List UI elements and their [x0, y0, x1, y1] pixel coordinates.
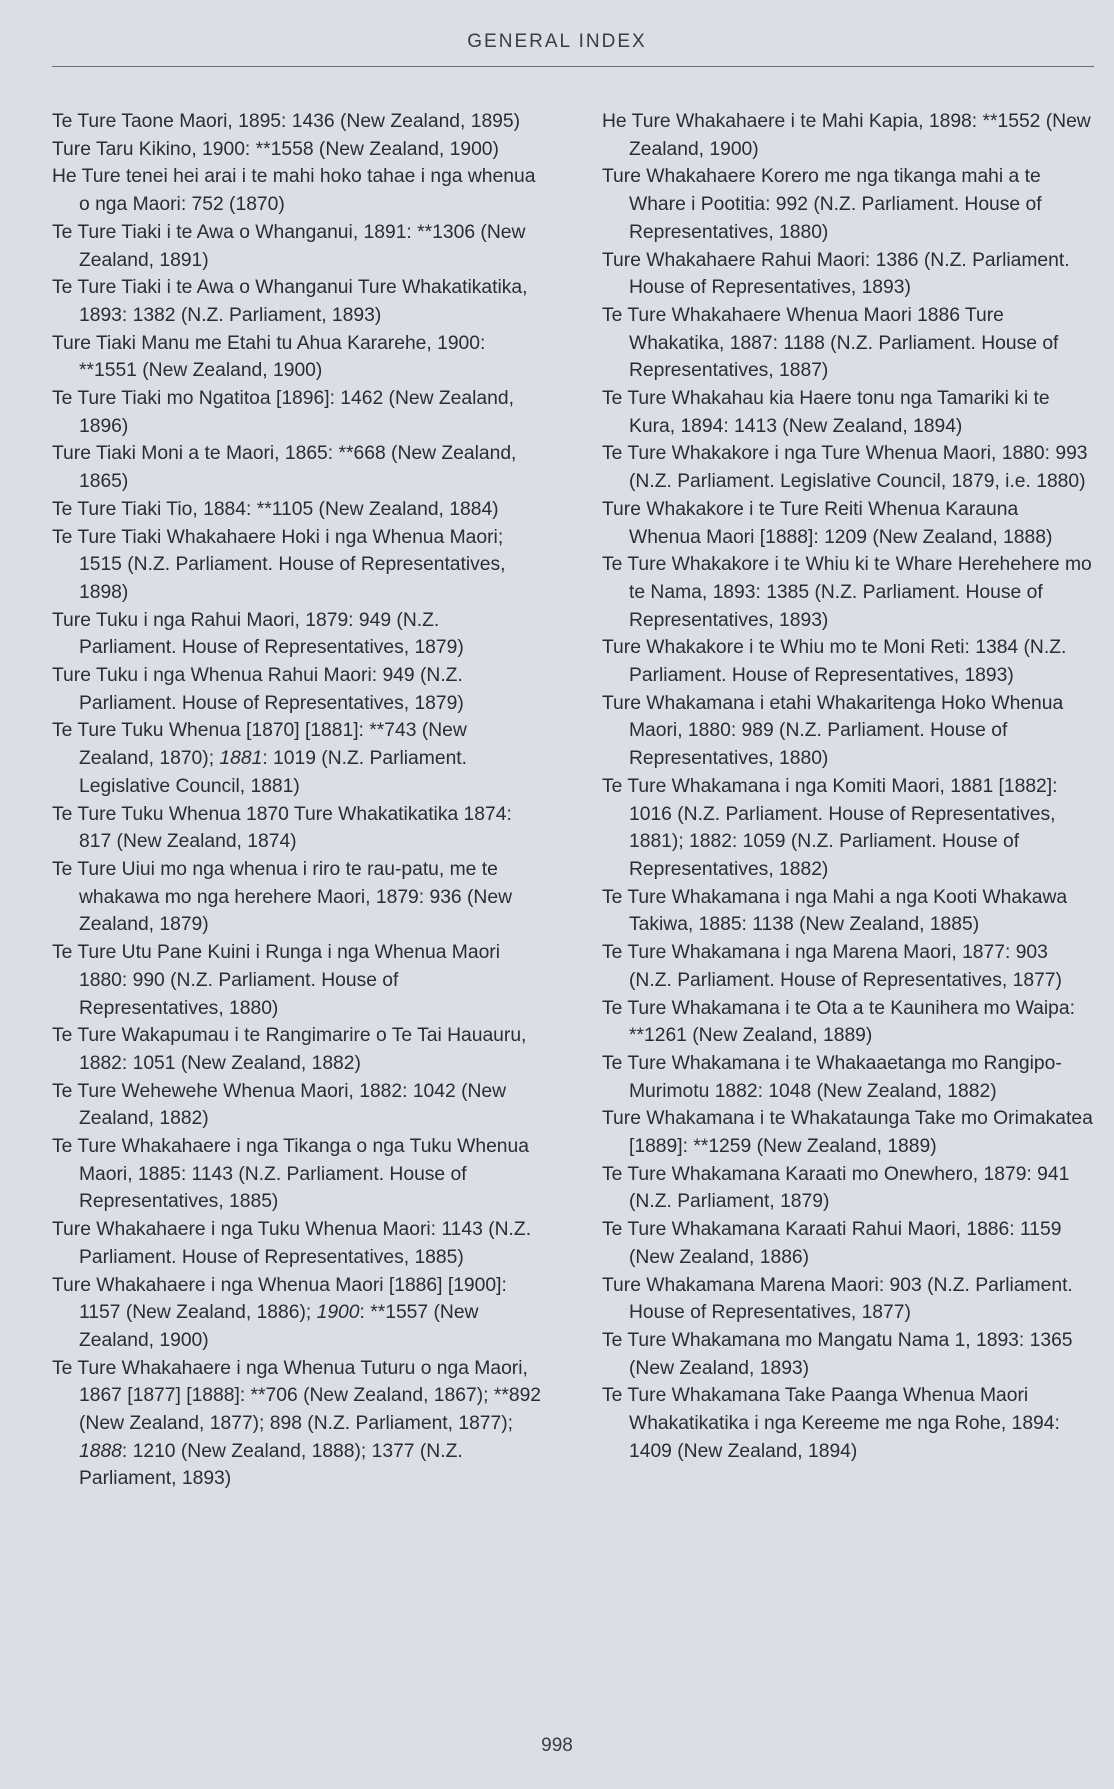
entry-text: : **1557 (New Zealand, 1900)	[79, 1302, 479, 1351]
index-entry: Ture Whakamana i te Whakataunga Take mo Orimakatea [1889]: **1259 (New Zealand, 1889)	[602, 1108, 1093, 1158]
entry-text: Ture Whakahaere i nga Whenua Maori [1886] [1900]: 1157 (New Zealand, 1886);	[52, 1274, 507, 1324]
page-number: 998	[541, 1735, 573, 1756]
entry-italic-year: 1888	[79, 1440, 122, 1462]
index-entry: Te Ture Whakamana i te Whakaaetanga mo Rangipo-Murimotu 1882: 1048 (New Zealand, 1882)	[602, 1052, 1062, 1102]
index-entry: Ture Tiaki Moni a te Maori, 1865: **668 (New Zealand, 1865)	[52, 443, 517, 493]
index-entry: Te Ture Whakamana i nga Mahi a nga Kooti Whakawa Takiwa, 1885: 1138 (New Zealand, 1885)	[602, 886, 1068, 936]
index-entry: Te Ture Whakamana i nga Komiti Maori, 1881 [1882]: 1016 (N.Z. Parliament. House of Representatives, 1881); 1882: 1059 (N.Z. Parliament. House of Representatives, 1882)	[602, 775, 1058, 880]
index-entry	[52, 1355, 542, 1494]
index-entry: Te Ture Whakamana Karaati mo Onewhero, 1879: 941 (N.Z. Parliament, 1879)	[602, 1163, 1070, 1213]
index-column-right	[602, 108, 1094, 1465]
index-entry: Ture Whakahaere Korero me nga tikanga mahi a te Whare i Pootitia: 992 (N.Z. Parliament. House of Representatives, 1880)	[602, 166, 1042, 243]
index-entry: Te Ture Tuku Whenua 1870 Ture Whakatikatika 1874: 817 (New Zealand, 1874)	[52, 803, 512, 853]
index-entry: Te Ture Taone Maori, 1895: 1436 (New Zealand, 1895)	[52, 111, 521, 132]
index-entry: Te Ture Whakamana mo Mangatu Nama 1, 1893: 1365 (New Zealand, 1893)	[602, 1329, 1073, 1379]
index-entry: Te Ture Whakakore i nga Ture Whenua Maori, 1880: 993 (N.Z. Parliament. Legislative Council, 1879, i.e. 1880)	[602, 443, 1088, 493]
index-entry: Ture Whakamana i etahi Whakaritenga Hoko Whenua Maori, 1880: 989 (N.Z. Parliament. House of Representatives, 1880)	[602, 692, 1064, 770]
index-entry: Ture Whakahaere Rahui Maori: 1386 (N.Z. Parliament. House of Representatives, 1893)	[602, 249, 1070, 299]
running-header: GENERAL INDEX	[467, 31, 647, 52]
index-entry: Te Ture Uiui mo nga whenua i riro te rau-patu, me te whakawa mo nga herehere Maori, 1879: 936 (New Zealand, 1879)	[52, 858, 512, 936]
index-entry: Te Ture Wehewehe Whenua Maori, 1882: 1042 (New Zealand, 1882)	[52, 1080, 507, 1130]
index-entry: Ture Tiaki Manu me Etahi tu Ahua Kararehe, 1900: **1551 (New Zealand, 1900)	[52, 332, 486, 382]
index-entry: Ture Whakamana Marena Maori: 903 (N.Z. Parliament. House of Representatives, 1877)	[602, 1274, 1073, 1324]
entry-text: Te Ture Tuku Whenua [1870] [1881]: **743 (New Zealand, 1870);	[52, 720, 467, 770]
index-entry: Ture Whakakore i te Ture Reiti Whenua Karauna Whenua Maori [1888]: 1209 (New Zealand, 1888)	[602, 498, 1053, 548]
index-entry: Te Ture Tiaki mo Ngatitoa [1896]: 1462 (New Zealand, 1896)	[52, 388, 514, 437]
entry-text: : 1210 (New Zealand, 1888); 1377 (N.Z. Parliament, 1893)	[79, 1440, 463, 1490]
index-entry: Te Ture Whakahaere Whenua Maori 1886 Ture Whakatika, 1887: 1188 (N.Z. Parliament. House of Representatives, 1887)	[602, 304, 1059, 382]
index-entry: Te Ture Tiaki i te Awa o Whanganui, 1891: **1306 (New Zealand, 1891)	[52, 221, 526, 271]
index-entry: Ture Whakakore i te Whiu mo te Moni Reti: 1384 (N.Z. Parliament. House of Representatives, 1893)	[602, 637, 1067, 687]
index-entry: Ture Tuku i nga Rahui Maori, 1879: 949 (N.Z. Parliament. House of Representatives, 1879)	[52, 609, 464, 659]
index-entry: Te Ture Whakamana Karaati Rahui Maori, 1886: 1159 (New Zealand, 1886)	[602, 1219, 1062, 1268]
entry-italic-year: 1900	[316, 1302, 360, 1324]
index-entry: Te Ture Wakapumau i te Rangimarire o Te Tai Hauauru, 1882: 1051 (New Zealand, 1882)	[52, 1025, 527, 1074]
index-entry: Te Ture Whakamana i te Ota a te Kaunihera mo Waipa: **1261 (New Zealand, 1889)	[602, 997, 1075, 1047]
entry-text: : 1019 (N.Z. Parliament. Legislative Council, 1881)	[79, 748, 468, 797]
entry-text: Te Ture Whakahaere i nga Whenua Tuturu o nga Maori, 1867 [1877] [1888]: **706 (New Zealand, 1867); **892 (New Zealand, 1877); 898 (N.Z. Parliament, 1877);	[52, 1357, 542, 1435]
index-entry: He Ture tenei hei arai i te mahi hoko tahae i nga whenua o nga Maori: 752 (1870)	[52, 166, 536, 216]
index-entry: Te Ture Whakakore i te Whiu ki te Whare Herehehere mo te Nama, 1893: 1385 (N.Z. Parliament. House of Representatives, 1893)	[602, 554, 1092, 631]
index-entry: Te Ture Whakamana Take Paanga Whenua Maori Whakatikatika i nga Kereeme me nga Rohe, 1894: 1409 (New Zealand, 1894)	[602, 1385, 1060, 1462]
index-entry: Te Ture Tiaki Whakahaere Hoki i nga Whenua Maori; 1515 (N.Z. Parliament. House of Representatives, 1898)	[52, 526, 506, 603]
index-entry	[52, 717, 542, 800]
index-entry: Te Ture Tiaki i te Awa o Whanganui Ture Whakatikatika, 1893: 1382 (N.Z. Parliament, 1893)	[52, 277, 528, 326]
index-entry: Te Ture Whakamana i nga Marena Maori, 1877: 903 (N.Z. Parliament. House of Representatives, 1877)	[602, 942, 1062, 991]
entry-italic-year: 1881	[219, 748, 263, 770]
index-entry: Te Ture Utu Pane Kuini i Runga i nga Whenua Maori 1880: 990 (N.Z. Parliament. House of Representatives, 1880)	[52, 942, 501, 1019]
header-rule	[52, 66, 1094, 67]
index-entry: Ture Taru Kikino, 1900: **1558 (New Zealand, 1900)	[52, 138, 499, 160]
index-entry: Ture Whakahaere i nga Tuku Whenua Maori: 1143 (N.Z. Parliament. House of Representatives, 1885)	[52, 1219, 532, 1268]
index-entry	[52, 1272, 542, 1355]
index-entry: Te Ture Tiaki Tio, 1884: **1105 (New Zealand, 1884)	[52, 498, 499, 520]
index-entry: Te Ture Whakahau kia Haere tonu nga Tamariki ki te Kura, 1894: 1413 (New Zealand, 1894)	[602, 388, 1050, 437]
index-entry: Te Ture Whakahaere i nga Tikanga o nga Tuku Whenua Maori, 1885: 1143 (N.Z. Parliament. House of Representatives, 1885)	[52, 1136, 529, 1213]
index-column-left	[52, 108, 542, 1493]
index-entry: Ture Tuku i nga Whenua Rahui Maori: 949 (N.Z. Parliament. House of Representatives, 1879)	[52, 665, 464, 714]
index-entry: He Ture Whakahaere i te Mahi Kapia, 1898: **1552 (New Zealand, 1900)	[602, 111, 1091, 160]
